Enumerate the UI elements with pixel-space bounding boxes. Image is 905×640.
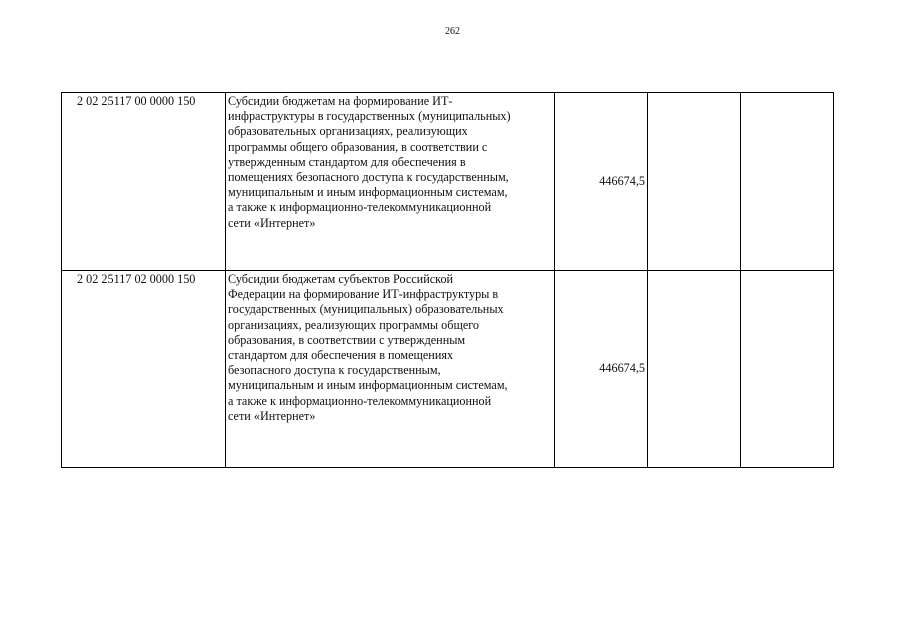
- budget-code: 2 02 25117 00 0000 150: [62, 93, 226, 271]
- description-line: Федерации на формирование ИТ-инфраструктуры в: [228, 287, 499, 302]
- description-line: образования, в соответствии с утвержденным: [228, 332, 466, 347]
- description-line: утвержденным стандартом для обеспечения в: [228, 154, 466, 169]
- description-line: муниципальным и иным информационным системам,: [228, 185, 508, 200]
- page-number: 262: [445, 26, 460, 37]
- description-line: Субсидии бюджетам на формирование ИТ-: [228, 94, 453, 108]
- description-line: государственных (муниципальных) образовательных: [228, 302, 504, 317]
- description-line: безопасного доступа к государственным,: [228, 363, 441, 378]
- description-line: сети «Интернет»: [228, 215, 316, 230]
- amount-value: 446674,5: [555, 271, 648, 468]
- description-line: инфраструктуры в государственных (муниципальных): [228, 109, 511, 124]
- empty-column-cell: [648, 271, 741, 468]
- description-line: Субсидии бюджетам субъектов Российской: [228, 272, 454, 286]
- description-line: организациях, реализующих программы общего: [228, 317, 480, 332]
- empty-column-cell: [741, 93, 834, 271]
- budget-table: [61, 92, 834, 468]
- empty-column-cell: [648, 93, 741, 271]
- revenue-description: [226, 271, 555, 468]
- empty-column-cell: [741, 271, 834, 468]
- budget-code: 2 02 25117 02 0000 150: [62, 271, 226, 468]
- description-line: муниципальным и иным информационным системам,: [228, 378, 508, 393]
- table-row: [62, 271, 834, 468]
- description-line: стандартом для обеспечения в помещениях: [228, 348, 454, 363]
- description-line: программы общего образования, в соответствии с: [228, 139, 488, 154]
- revenue-description: [226, 93, 555, 271]
- table-row: [62, 93, 834, 271]
- amount-value: 446674,5: [555, 93, 648, 271]
- description-line: сети «Интернет»: [228, 408, 316, 423]
- description-line: а также к информационно-телекоммуникационной: [228, 393, 492, 408]
- description-line: образовательных организациях, реализующих: [228, 124, 468, 139]
- description-line: помещениях безопасного доступа к государственным,: [228, 170, 509, 185]
- description-line: а также к информационно-телекоммуникационной: [228, 200, 492, 215]
